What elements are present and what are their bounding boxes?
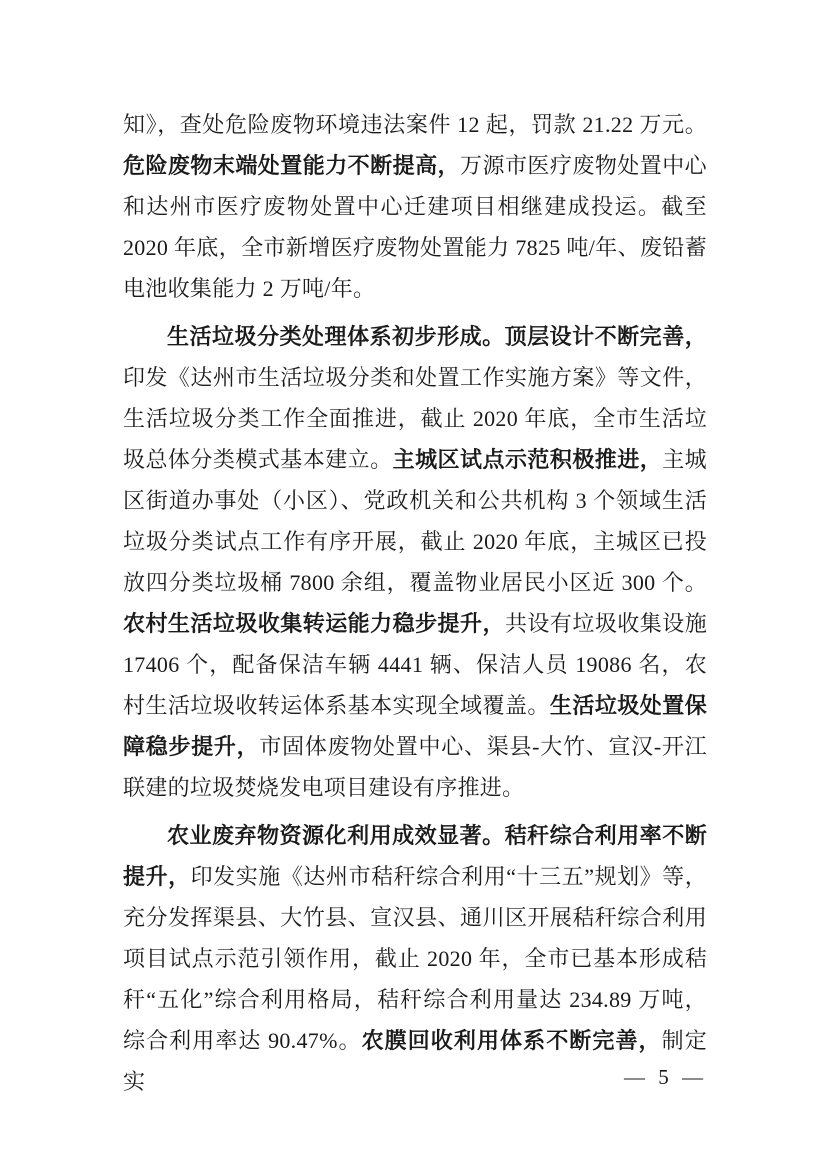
- page-footer: [624, 1063, 707, 1091]
- emphasis-text-run: 生活垃圾处置保障稳步提升，: [123, 693, 707, 759]
- emphasis-text-run: 生活垃圾分类处理体系初步形成。顶层设计不断完善，: [167, 324, 707, 349]
- text-run: 共设有垃圾收集设施 17406 个，配备保洁车辆 4441 辆、保洁人员 19086 名，农村生活垃圾收转运体系基本实现全域覆盖。: [123, 611, 707, 718]
- text-run: 制定实: [123, 1028, 708, 1094]
- emphasis-text-run: 危险废物末端处置能力不断提高，: [123, 153, 461, 178]
- text-run: 印发《达州市生活垃圾分类和处置工作实施方案》等文件，生活垃圾分类工作全面推进，截止 2020 年底，全市生活垃圾总体分类模式基本建立。: [123, 365, 707, 472]
- text-run: 市固体废物处置中心、渠县-大竹、宣汉-开江联建的垃圾焚烧发电项目建设有序推进。: [123, 734, 707, 800]
- paragraph: [123, 815, 707, 1102]
- text-run: 知》，查处危险废物环境违法案件 12 起，罚款 21.22 万元。: [123, 112, 707, 137]
- emphasis-text-run: 农膜回收利用体系不断完善，: [361, 1028, 662, 1053]
- emphasis-text-run: 农业废弃物资源化利用成效显著。秸秆综合利用率不断提升，: [123, 823, 707, 889]
- text-run: 主城区街道办事处（小区）、党政机关和公共机构 3 个领域生活垃圾分类试点工作有序开展，截止 2020 年底，主城区已投放四分类垃圾桶 7800 余组，覆盖物业居民小区近 300 个。: [123, 447, 707, 595]
- emphasis-text-run: 主城区试点示范积极推进，: [392, 447, 663, 472]
- paragraph: [123, 104, 707, 309]
- text-run: 印发实施《达州市秸秆综合利用“十三五”规划》等，充分发挥渠县、大竹县、宣汉县、通川区开展秸秆综合利用项目试点示范引领作用，截止 2020 年，全市已基本形成秸秆“五化”综合利用格局，秸秆综合利用量达 234.89 万吨，综合利用率达 90.47%。: [123, 864, 707, 1053]
- document-body: [123, 104, 707, 1109]
- emphasis-text-run: 农村生活垃圾收集转运能力稳步提升，: [123, 611, 505, 636]
- paragraph: [123, 316, 707, 808]
- page-number: — 5 —: [624, 1065, 707, 1089]
- text-run: 万源市医疗废物处置中心和达州市医疗废物处置中心迁建项目相继建成投运。截至 2020 年底，全市新增医疗废物处置能力 7825 吨/年、废铅蓄电池收集能力 2 万吨/年。: [123, 153, 707, 301]
